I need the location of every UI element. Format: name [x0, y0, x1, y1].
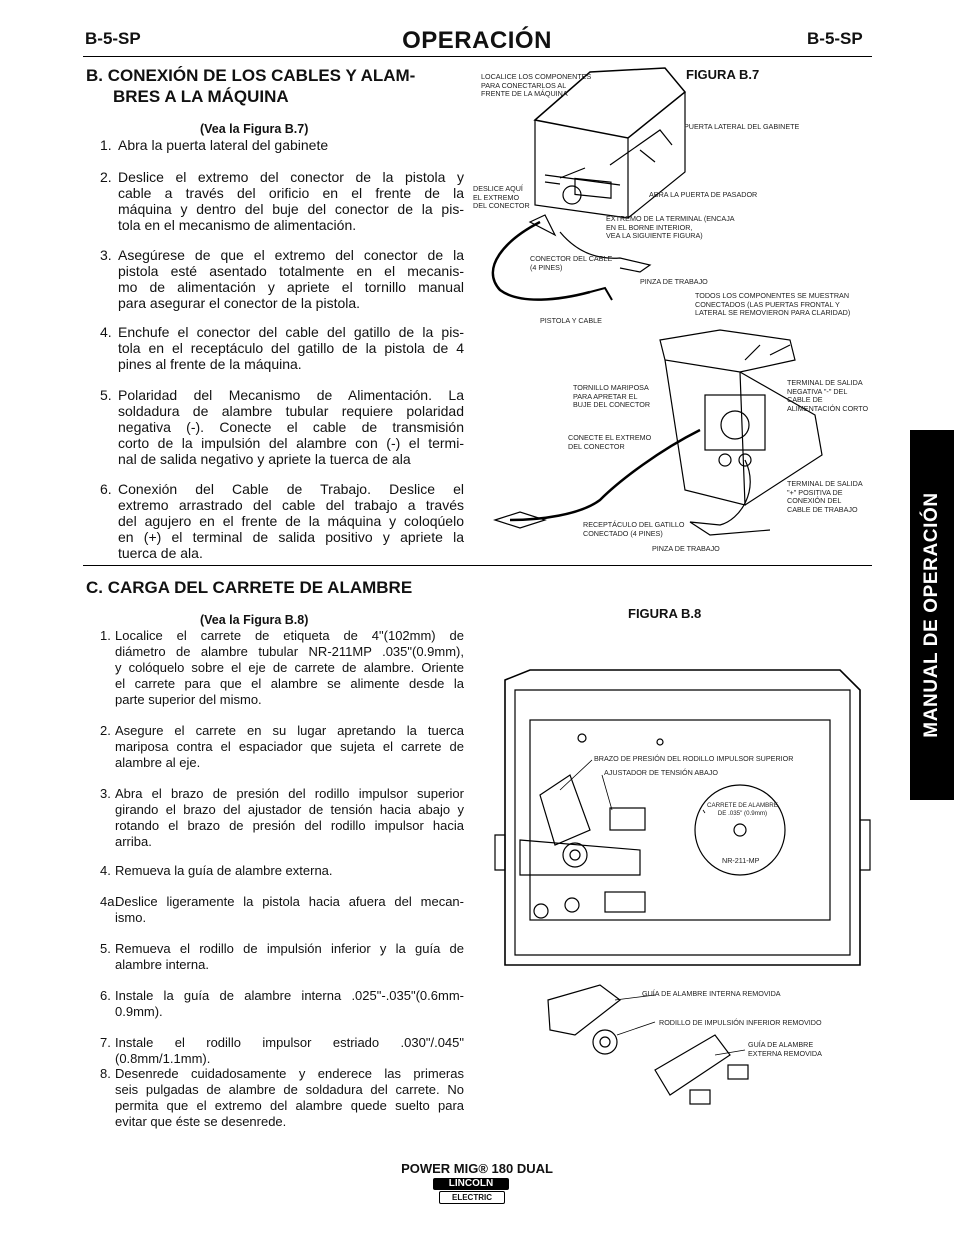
- fig-b8-label-upper-arm: BRAZO DE PRESIÓN DEL RODILLO IMPULSOR SUPERIOR: [594, 754, 794, 763]
- logo-top: LINCOLN: [433, 1178, 509, 1190]
- fig-b7-label-work-clamp-2: PINZA DE TRABAJO: [652, 544, 720, 553]
- step-line: tola en el receptáculo del gatillo de la pistola de 4: [118, 340, 464, 356]
- step-line: Asegúrese de que el extremo del conector de la: [118, 247, 464, 263]
- footer-model: POWER MIG® 180 DUAL: [401, 1161, 553, 1176]
- fig-b7-label-pos-terminal: TERMINAL DE SALIDA "+" POSITIVA DE CONEXIÓN DEL CABLE DE TRABAJO: [787, 479, 863, 514]
- fig-b7-label-cable-connector: CONECTOR DEL CABLE (4 PINES): [530, 254, 613, 272]
- step-line: Asegure el carrete en su lugar apretando la tuerca: [115, 723, 464, 738]
- step-line: mariposa contra el espaciador que sujeta el carrete de: [115, 739, 464, 754]
- step-number: 7.: [100, 1035, 111, 1050]
- fig-b8-label-inner-guide: GUÍA DE ALAMBRE INTERNA REMOVIDA: [642, 989, 781, 998]
- step-line: cable a través del orificio en el frente de la: [118, 185, 464, 201]
- section-b-heading-line2: BRES A LA MÁQUINA: [113, 87, 289, 106]
- step-line: máquina y dentro del buje del conector de la pis-: [118, 201, 464, 217]
- step-line: Polaridad del Mecanismo de Alimentación. La: [118, 387, 464, 403]
- step-number: 3.: [100, 247, 112, 263]
- step-line: permita que el extremo del alambre quede suelto para: [115, 1098, 464, 1113]
- step-line: Remueva el rodillo de impulsión inferior y la guía de: [115, 941, 464, 956]
- step-line: pistola esté asentado totalmente en el mecanis-: [118, 263, 464, 279]
- step-line: Conexión del Cable de Trabajo. Deslice el: [118, 481, 464, 497]
- step-number: 4.: [100, 324, 112, 340]
- section-c-see-figure: (Vea la Figura B.8): [200, 613, 309, 627]
- section-b-see-figure: (Vea la Figura B.7): [200, 122, 309, 136]
- step-line: Deslice ligeramente la pistola hacia afuera del mecan-: [115, 894, 464, 909]
- step-line: 0.9mm).: [115, 1004, 163, 1019]
- fig-b8-label-outer-guide: GUÍA DE ALAMBRE EXTERNA REMOVIDA: [748, 1040, 822, 1058]
- fig-b7-label-trigger-receptacle: RECEPTÁCULO DEL GATILLO CONECTADO (4 PINES): [583, 520, 685, 538]
- fig-b7-label-wing-screw: TORNILLO MARIPOSA PARA APRETAR EL BUJE DEL CONECTOR: [573, 383, 651, 410]
- step-line: pines al frente de la máquina.: [118, 356, 302, 372]
- step-line: seis pulgadas de alambre de soldadura del carrete. No: [115, 1082, 464, 1097]
- page-code-right: B-5-SP: [807, 29, 863, 48]
- step-line: tuerca de ala.: [118, 545, 203, 561]
- page-code-left: B-5-SP: [85, 29, 141, 48]
- step-line: en (+) el terminal de salida positivo y apriete la: [118, 529, 464, 545]
- step-line: soldadura de alambre tubular requiere polaridad: [118, 403, 464, 419]
- fig-b7-label-connect-end: CONECTE EL EXTREMO DEL CONECTOR: [568, 433, 652, 451]
- step-line: parte superior del mismo.: [115, 692, 262, 707]
- step-line: girando el brazo del ajustador de tensión hacia abajo y: [115, 802, 464, 817]
- section-c-heading: C. CARGA DEL CARRETE DE ALAMBRE: [86, 578, 413, 597]
- step-line: tola en el mecanismo de alimentación.: [118, 217, 357, 233]
- step-line: el carrete para que el alambre se alimente desde la: [115, 676, 464, 691]
- step-number: 6.: [100, 988, 111, 1003]
- step-line: Remueva la guía de alambre externa.: [115, 863, 333, 878]
- page-title: OPERACIÓN: [402, 27, 552, 54]
- fig-b7-label-terminal-end: EXTREMO DE LA TERMINAL (ENCAJA EN EL BORNE INTERIOR, VEA LA SIGUIENTE FIGURA): [606, 214, 735, 241]
- step-line: mo de alimentación y apriete el tornillo manual: [118, 279, 464, 295]
- figure-b8-title: FIGURA B.8: [628, 606, 702, 621]
- step-line: rotando el brazo de presión del rodillo impulsor hacia: [115, 818, 464, 833]
- step-line: nal de salida negativo y apriete la tuerca de ala: [118, 451, 411, 467]
- fig-b8-label-spool-type: NR-211-MP: [722, 856, 760, 865]
- step-line: Localice el carrete de etiqueta de 4"(102mm) de: [115, 628, 464, 643]
- step-number: 4a.: [100, 894, 119, 909]
- step-number: 2.: [100, 723, 111, 738]
- step-line: extremo arrastrado del cable del trabajo a través: [118, 497, 464, 513]
- step-number: 1.: [100, 137, 112, 153]
- step-number: 6.: [100, 481, 112, 497]
- step-line: Instale el rodillo impulsor estriado .030"/.045"(0.8mm/1.1mm).: [115, 1035, 464, 1066]
- fig-b7-label-latch: ABRA LA PUERTA DE PASADOR: [649, 190, 758, 199]
- step-line: alambre interna.: [115, 957, 209, 972]
- step-line: Desenrede cuidadosamente y enderece las primeras: [115, 1066, 464, 1081]
- fig-b7-label-gun-cable: PISTOLA Y CABLE: [540, 316, 602, 325]
- step-number: 3.: [100, 786, 111, 801]
- step-line: arriba.: [115, 834, 152, 849]
- side-tab-label: MANUAL DE OPERACIÓN: [921, 492, 942, 738]
- step-line: negativa (-). Conecte el cable de transmisión: [118, 419, 464, 435]
- step-line: evitar que éste se desenrede.: [115, 1114, 287, 1129]
- step-line: diámetro de alambre tubular NR-211MP .035"(0.9mm),: [115, 644, 464, 659]
- step-number: 5.: [100, 941, 111, 956]
- figure-b7-title: FIGURA B.7: [686, 67, 760, 82]
- step-line: Enchufe el conector del cable del gatillo de la pis-: [118, 324, 464, 340]
- step-line: Instale la guía de alambre interna .025"-.035"(0.6mm-: [115, 988, 464, 1003]
- fig-b8-label-spool: CARRETE DE ALAMBRE DE .035" (0.9mm): [707, 802, 778, 817]
- step-line: Abra la puerta lateral del gabinete: [118, 137, 329, 153]
- step-line: Abra el brazo de presión del rodillo impulsor superior: [115, 786, 464, 801]
- step-line: y colóquelo sobre el eje de carrete de alambre. Oriente: [115, 660, 464, 675]
- fig-b7-label-side-door: PUERTA LATERAL DEL GABINETE: [684, 122, 800, 131]
- step-number: 4.: [100, 863, 111, 878]
- step-line: ismo.: [115, 910, 147, 925]
- section-b-heading-line1: B. CONEXIÓN DE LOS CABLES Y ALAM-: [86, 66, 416, 85]
- lincoln-electric-logo: [433, 1178, 511, 1204]
- fig-b8-label-lower-roll: RODILLO DE IMPULSIÓN INFERIOR REMOVIDO: [659, 1018, 822, 1027]
- step-number: 2.: [100, 169, 112, 185]
- step-line: del agujero en el frente de la máquina y coloqúelo: [118, 513, 464, 529]
- step-number: 5.: [100, 387, 112, 403]
- step-number: 1.: [100, 628, 111, 643]
- step-line: corto de la impulsión del alambre con (-) el termi-: [118, 435, 464, 451]
- step-line: para asegurar el conector de la pistola.: [118, 295, 361, 311]
- step-line: alambre al eje.: [115, 755, 201, 770]
- logo-bottom: ELECTRIC: [439, 1191, 505, 1204]
- fig-b7-label-locate: LOCALICE LOS COMPONENTES PARA CONECTARLOS AL FRENTE DE LA MÁQUINA: [481, 72, 592, 99]
- step-line: Deslice el extremo del conector de la pistola y: [118, 169, 464, 185]
- fig-b7-label-slide-here: DESLICE AQUÍ EL EXTREMO DEL CONECTOR: [473, 184, 530, 211]
- fig-b8-label-tension: AJUSTADOR DE TENSIÓN ABAJO: [604, 768, 718, 777]
- step-number: 8.: [100, 1066, 111, 1081]
- fig-b7-label-neg-terminal: TERMINAL DE SALIDA NEGATIVA "-" DEL CABLE DE ALIMENTACIÓN CORTO: [787, 378, 869, 413]
- fig-b7-label-all-components: TODOS LOS COMPONENTES SE MUESTRAN CONECTADOS (LAS PUERTAS FRONTAL Y LATERAL SE REMOVIERON PARA CLARIDAD): [695, 291, 851, 318]
- fig-b7-label-work-clamp-1: PINZA DE TRABAJO: [640, 277, 708, 286]
